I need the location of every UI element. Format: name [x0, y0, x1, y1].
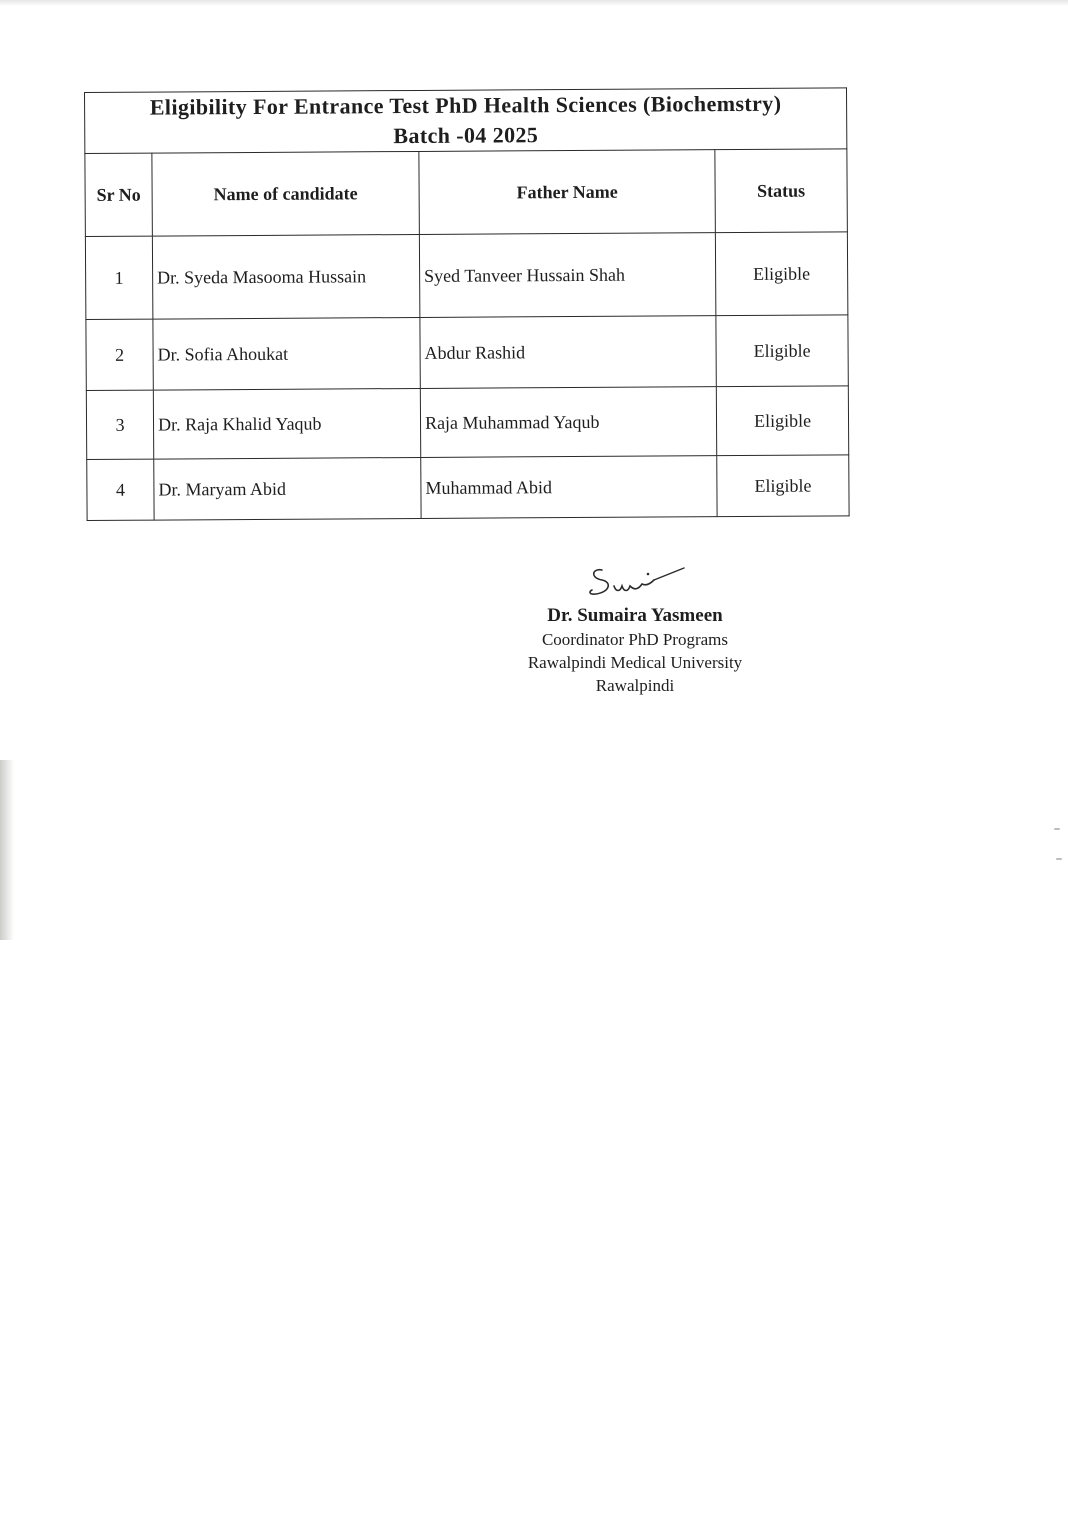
signatory-city: Rawalpindi: [595, 676, 675, 695]
scan-speck: [1056, 858, 1062, 860]
cell-status: Eligible: [715, 232, 848, 316]
header-father-name: Father Name: [419, 150, 716, 235]
signatory-institution: Rawalpindi Medical University: [527, 653, 743, 672]
table-row: [87, 455, 849, 521]
table-row: [86, 315, 848, 391]
cell-father-name: Abdur Rashid: [420, 316, 716, 389]
table-title: [85, 88, 847, 154]
eligibility-table: [84, 87, 850, 521]
scan-speck: [1054, 828, 1060, 830]
handwritten-signature-icon: [580, 560, 690, 604]
scan-left-shadow: [0, 760, 14, 940]
title-line-2: Batch -04 2025: [393, 122, 539, 149]
eligibility-sheet: [84, 87, 849, 521]
signatory-name: Dr. Sumaira Yasmeen: [547, 605, 723, 626]
signatory-designation: Coordinator PhD Programs: [541, 630, 729, 649]
table-row: [85, 232, 848, 320]
cell-father-name: Raja Muhammad Yaqub: [420, 387, 716, 458]
cell-sr-no: 2: [86, 319, 153, 390]
cell-status: Eligible: [716, 315, 848, 387]
cell-candidate-name: Dr. Maryam Abid: [154, 457, 421, 520]
header-name-of-candidate: Name of candidate: [152, 151, 420, 236]
signature-block: [500, 560, 770, 697]
cell-candidate-name: Dr. Sofia Ahoukat: [153, 317, 420, 390]
table-title-row: [85, 88, 847, 154]
cell-candidate-name: Dr. Raja Khalid Yaqub: [153, 388, 420, 459]
header-status: Status: [715, 149, 848, 233]
header-sr-no: Sr No: [85, 153, 153, 236]
scan-top-shadow: [0, 0, 1068, 6]
cell-sr-no: 3: [86, 390, 153, 459]
table-header-row: [85, 149, 848, 237]
title-line-1: Eligibility For Entrance Test PhD Health Sciences (Biochemstry): [149, 90, 782, 120]
cell-father-name: Syed Tanveer Hussain Shah: [419, 233, 716, 318]
cell-father-name: Muhammad Abid: [421, 456, 717, 519]
cell-status: Eligible: [717, 455, 849, 517]
cell-status: Eligible: [716, 386, 848, 456]
cell-sr-no: 1: [85, 236, 153, 319]
cell-candidate-name: Dr. Syeda Masooma Hussain: [152, 234, 420, 319]
table-row: [86, 386, 848, 460]
cell-sr-no: 4: [87, 459, 154, 520]
